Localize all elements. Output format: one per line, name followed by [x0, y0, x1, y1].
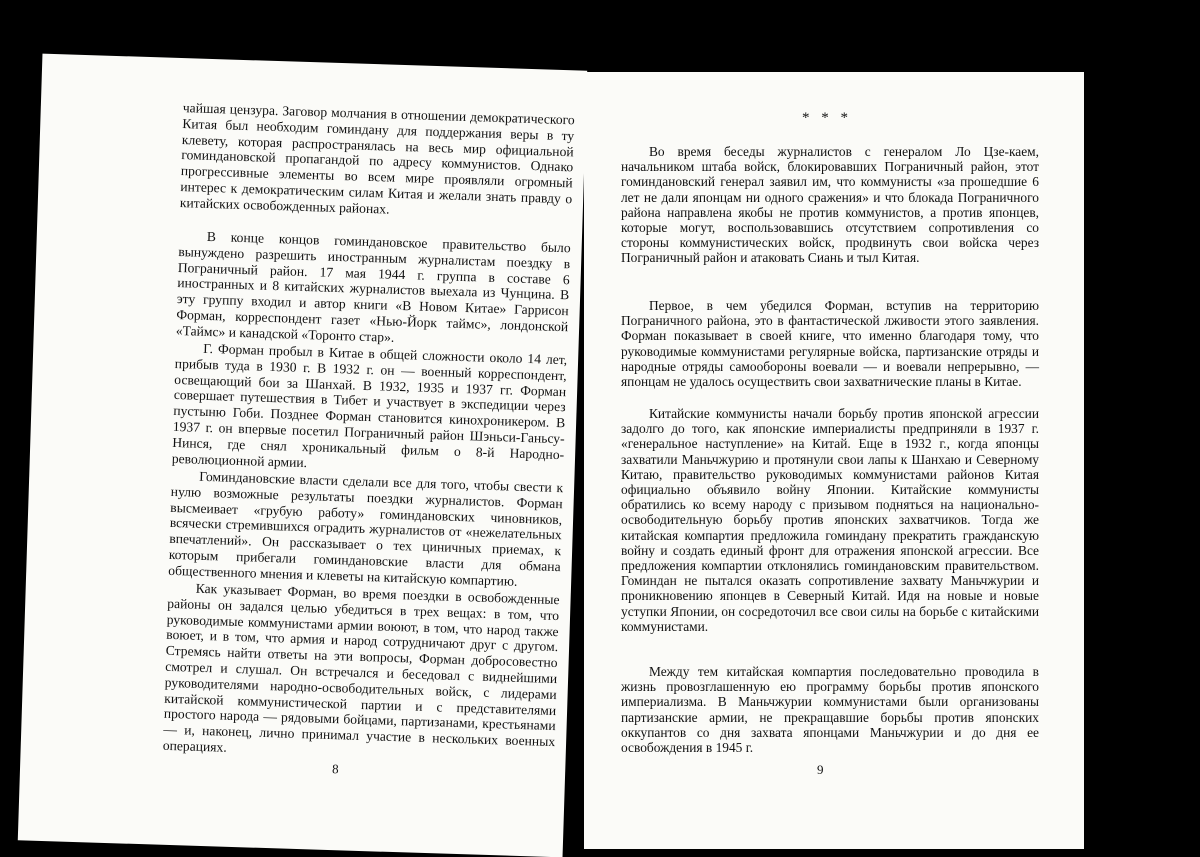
- right-paragraph-2: Первое, в чем убедился Форман, вступив на территорию Пограничного района, это в фантастической лживости этого заявления. Форман показывает в своей книге, что именно благодаря тому, что руководимые коммунистами регулярные войска, партизанские отряды и народные отряды самообороны воевали — и воевали непрерывно, — японцам не удалось осуществить свои захватнические планы в Китае.: [621, 298, 1039, 390]
- left-paragraph-1: чайшая цензура. Заговор молчания в отношении демократического Китая был необходим гоминдану для поддержания веры в ту клевету, которая распространялась на весь мир официальной гоминдановской пропагандой по адресу коммунистов. Однако прогрессивные элементы во всем мире проявляли огромный интерес к демократическим силам Китая и желали знать правду о китайских освобожденных районах.: [179, 100, 575, 217]
- left-paragraph-2: В конце концов гоминдановское правительство было вынуждено разрешить иностранным журналистам поездку в Пограничный район. 17 мая 1944 г. группа в составе 6 иностранных и 8 китайских журналистов выехала из Чунцина. В эту группу входил и автор книги «В Новом Китае» Гаррисон Форман, корреспондент газет «Нью-Йорк таймс», лондонской «Таймс» и канадской «Торонто стар».: [175, 228, 571, 345]
- right-paragraph-3: Китайские коммунисты начали борьбу против японской агрессии задолго до того, как японские империалисты предприняли в 1937 г. «генеральное наступление» на Китай. Еще в 1932 г., когда японцы захватили Маньчжурию и протянули свои лапы к Шанхаю и Северному Китаю, правительство руководимых коммунистами районов Китая официально объявило войну Японии. Китайские коммунисты обратились ко всему народу с призывом подняться на национально-освободительную борьбу против японских захватчиков. Тогда же китайская компартия предложила гоминдану прекратить гражданскую войну и создать единый фронт для отражения японской агрессии. Все предложения компартии отклонялись гоминдановским правительством. Гоминдан не пытался оказать сопротивление захвату Маньчжурии и проникновению японцев в Северный Китай. Идя на новые и новые уступки Японии, он сосредоточил все свои силы на борьбе с китайскими коммунистами.: [621, 406, 1039, 634]
- page-number-right: 9: [817, 762, 824, 777]
- page-number-left: 8: [331, 761, 339, 777]
- left-page: [18, 54, 587, 857]
- right-paragraph-1: Во время беседы журналистов с генералом Ло Цзе-каем, начальником штаба войск, блокировавших Пограничный район, этот гоминдановский генерал заявил им, что коммунисты «за прошедшие 6 лет не дали японцам ни одного сражения» и что блокада Пограничного района направлена якобы не против коммунистов, а против японцев, которые могут, воспользовавшись отсутствием сопротивления со стороны коммунистических войск, продвинуть свои войска через Пограничный район и атаковать Сиань и тыл Китая.: [621, 144, 1039, 266]
- right-page: [584, 72, 1084, 849]
- left-paragraph-4: Гоминдановские власти сделали все для того, чтобы свести к нулю возможные результаты поездки журналистов. Форман высмеивает «грубую работу» гоминдановских чиновников, всячески стремившихся оградить журналистов от «нежелательных впечатлений». Он рассказывает о тех циничных приемах, к которым прибегали гоминдановские власти для обмана общественного мнения и клеветы на китайскую компартию.: [168, 468, 564, 589]
- left-paragraph-5: Как указывает Форман, во время поездки в освобожденные районы он задался целью убедиться в трех вещах: в том, что руководимые коммунистами армии воюют, в том, что народ также воюет, и в том, что армия и народ сотрудничают друг с другом. Стремясь найти ответы на эти вопросы, Форман добросовестно смотрел и слушал. Он встречался и беседовал с виднейшими руководителями народно-освободительных войск, с лидерами китайской коммунистической партии и с представителями простого народа — рядовыми бойцами, партизанами, крестьянами — и, наконец, лично принимал участие в нескольких военных операциях.: [162, 580, 560, 755]
- right-paragraph-4: Между тем китайская компартия последовательно проводила в жизнь провозглашенную ею программу борьбы против японского империализма. В Маньчжурии коммунистами были организованы партизанские армии, не прекращавшие борьбы против японских оккупантов со дня захвата японцами Маньчжурии и до дня ее освобождения в 1945 г.: [621, 664, 1039, 756]
- left-paragraph-3: Г. Форман пробыл в Китае в общей сложности около 14 лет, прибыв туда в 1930 г. В 1932 г. он — военный корреспондент, освещающий бои за Шанхай. В 1932, 1935 и 1937 гг. Форман совершает путешествия в Тибет и участвует в экспедиции через пустыню Гоби. Позднее Форман становится кинохроникером. В 1937 г. он впервые посетил Пограничный район Шэньси-Ганьсу-Нинся, где снял хроникальный фильм о 8-й Народно-революционной армии.: [171, 340, 568, 470]
- section-separator: * * *: [802, 110, 852, 126]
